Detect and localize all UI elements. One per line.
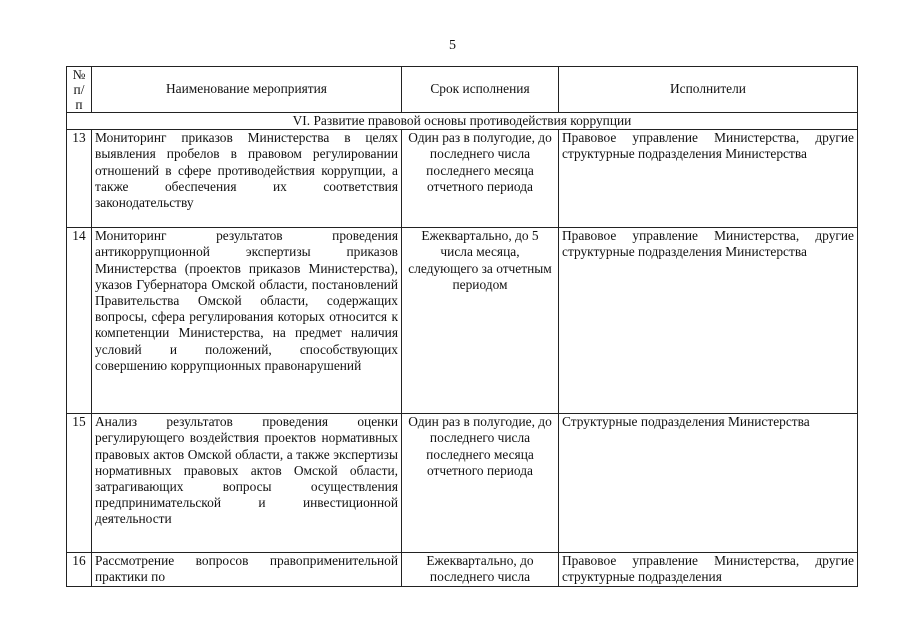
activities-table bbox=[66, 66, 858, 587]
header-number-symbol: № bbox=[72, 67, 86, 82]
table-row bbox=[67, 130, 858, 228]
row-executors: Правовое управление Министерства, другие структурные подразделения bbox=[559, 553, 858, 587]
row-activity-name: Мониторинг результатов проведения антикоррупционной экспертизы приказов Министерства (проектов приказов Министерства), указов Губернатора Омской области, постановлений Правительства Омской области, содержащих вопросы, сфера регулирования которых относится к компетенции Министерства, на предмет наличия условий и положений, способствующих совершению коррупционных правонарушений bbox=[92, 228, 402, 414]
row-deadline: Один раз в полугодие, до последнего числа последнего месяца отчетного периода bbox=[402, 130, 559, 228]
table-header-row bbox=[67, 67, 858, 113]
row-number: 14 bbox=[67, 228, 92, 414]
table-row bbox=[67, 228, 858, 414]
row-activity-name: Мониторинг приказов Министерства в целях выявления пробелов в правовом регулировании отношений в сфере противодействия коррупции, а также обеспечения их соответствия законодательству bbox=[92, 130, 402, 228]
table-row bbox=[67, 553, 858, 587]
section-row bbox=[67, 113, 858, 130]
row-executors: Структурные подразделения Министерства bbox=[559, 414, 858, 553]
row-number: 15 bbox=[67, 414, 92, 553]
row-activity-name: Анализ результатов проведения оценки регулирующего воздействия проектов нормативных правовых актов Омской области, а также экспертизы нормативных правовых актов Омской области, затрагивающих вопросы осуществления предпринимательской и инвестиционной деятельности bbox=[92, 414, 402, 553]
header-activity-name: Наименование мероприятия bbox=[92, 67, 402, 113]
header-number-abbrev: п/п bbox=[73, 82, 85, 112]
row-deadline: Ежеквартально, до 5 числа месяца, следующего за отчетным периодом bbox=[402, 228, 559, 414]
header-deadline: Срок исполнения bbox=[402, 67, 559, 113]
row-number: 13 bbox=[67, 130, 92, 228]
header-executors: Исполнители bbox=[559, 67, 858, 113]
row-deadline: Один раз в полугодие, до последнего числа последнего месяца отчетного периода bbox=[402, 414, 559, 553]
section-title: VI. Развитие правовой основы противодействия коррупции bbox=[67, 113, 858, 130]
header-number bbox=[67, 67, 92, 113]
page-number: 5 bbox=[449, 38, 456, 53]
row-activity-name: Рассмотрение вопросов правоприменительной практики по bbox=[92, 553, 402, 587]
row-deadline: Ежеквартально, до последнего числа bbox=[402, 553, 559, 587]
row-executors: Правовое управление Министерства, другие структурные подразделения Министерства bbox=[559, 130, 858, 228]
row-executors: Правовое управление Министерства, другие структурные подразделения Министерства bbox=[559, 228, 858, 414]
row-number: 16 bbox=[67, 553, 92, 587]
table-row bbox=[67, 414, 858, 553]
